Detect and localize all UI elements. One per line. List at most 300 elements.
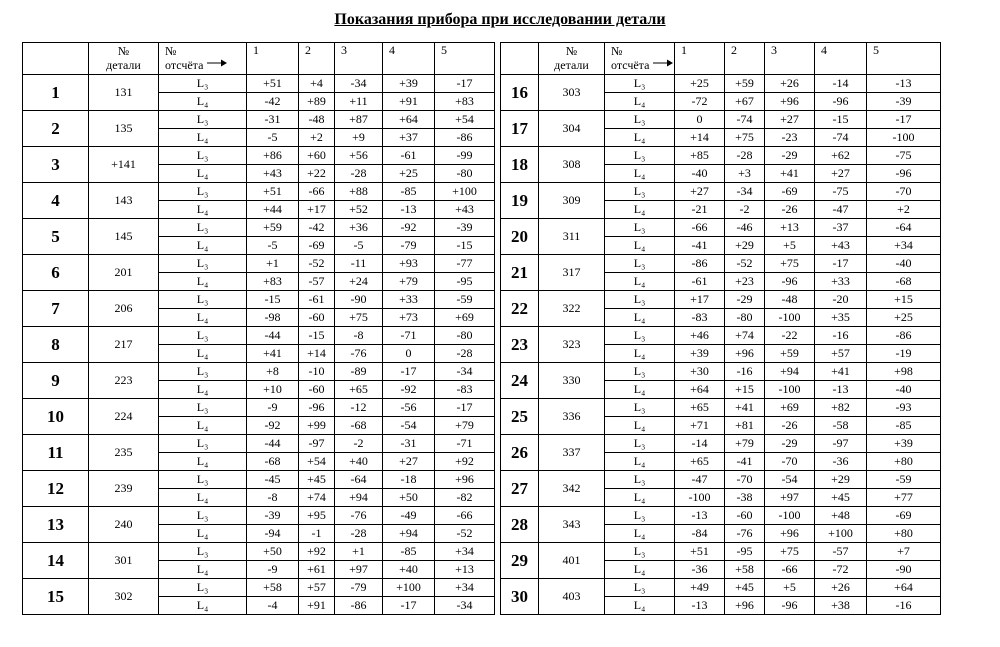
reading-value: -56	[383, 399, 435, 417]
row-number: 22	[501, 291, 539, 327]
reading-value: +43	[247, 165, 299, 183]
reading-value: +40	[335, 453, 383, 471]
reading-value: +87	[335, 111, 383, 129]
reading-label-l4: L₄	[159, 273, 247, 291]
header-blank-cell	[501, 43, 539, 75]
part-number: 131	[89, 75, 159, 111]
header-reading-number-symbol: №	[165, 44, 177, 58]
reading-value: -5	[247, 237, 299, 255]
arrow-right-icon	[207, 57, 227, 69]
reading-value: -49	[383, 507, 435, 525]
reading-value: -60	[299, 309, 335, 327]
reading-value: +100	[815, 525, 867, 543]
reading-value: +49	[675, 579, 725, 597]
reading-value: +64	[867, 579, 941, 597]
reading-value: -86	[435, 129, 495, 147]
reading-value: -31	[383, 435, 435, 453]
reading-value: -16	[725, 363, 765, 381]
reading-value: +17	[675, 291, 725, 309]
row-number: 21	[501, 255, 539, 291]
reading-value: +1	[335, 543, 383, 561]
part-number: 304	[539, 111, 605, 147]
reading-value: -28	[335, 165, 383, 183]
reading-value: +71	[675, 417, 725, 435]
reading-value: +82	[815, 399, 867, 417]
reading-label-l4: L₄	[159, 417, 247, 435]
table-row	[501, 327, 941, 345]
reading-label-l4: L₄	[605, 561, 675, 579]
reading-value: -85	[383, 543, 435, 561]
reading-value: +15	[725, 381, 765, 399]
reading-value: +100	[383, 579, 435, 597]
reading-value: -4	[247, 597, 299, 615]
header-part-number-label: детали	[554, 58, 589, 72]
reading-value: -15	[299, 327, 335, 345]
reading-value: -98	[247, 309, 299, 327]
reading-label-l3: L₃	[605, 147, 675, 165]
reading-value: -92	[383, 381, 435, 399]
row-number: 16	[501, 75, 539, 111]
reading-value: +43	[435, 201, 495, 219]
table-row	[501, 291, 941, 309]
reading-value: -75	[815, 183, 867, 201]
table-row	[501, 363, 941, 381]
reading-value: -29	[765, 435, 815, 453]
reading-value: +81	[725, 417, 765, 435]
reading-value: -13	[383, 201, 435, 219]
reading-value: +25	[867, 309, 941, 327]
reading-value: +96	[725, 597, 765, 615]
reading-value: +80	[867, 525, 941, 543]
reading-value: +89	[299, 93, 335, 111]
reading-value: +36	[335, 219, 383, 237]
reading-value: +17	[299, 201, 335, 219]
reading-value: -66	[765, 561, 815, 579]
reading-value: -34	[335, 75, 383, 93]
reading-value: -52	[299, 255, 335, 273]
reading-value: +57	[815, 345, 867, 363]
reading-value: -18	[383, 471, 435, 489]
reading-label-l3: L₃	[159, 471, 247, 489]
part-number: 143	[89, 183, 159, 219]
reading-value: -17	[435, 75, 495, 93]
reading-value: -14	[815, 75, 867, 93]
reading-value: -47	[815, 201, 867, 219]
part-number: 235	[89, 435, 159, 471]
reading-value: -48	[299, 111, 335, 129]
reading-value: -17	[815, 255, 867, 273]
reading-value: -13	[675, 597, 725, 615]
reading-value: -36	[815, 453, 867, 471]
reading-value: +75	[765, 255, 815, 273]
reading-value: +94	[335, 489, 383, 507]
header-reading-number-label: отсчёта	[165, 58, 204, 72]
header-column-4: 4	[815, 43, 867, 75]
reading-value: -92	[247, 417, 299, 435]
reading-value: -96	[765, 597, 815, 615]
header-part-number	[89, 43, 159, 75]
reading-value: -21	[675, 201, 725, 219]
reading-value: -86	[867, 327, 941, 345]
reading-value: +64	[675, 381, 725, 399]
table-row	[23, 291, 495, 309]
table-row	[501, 255, 941, 273]
reading-value: +96	[725, 345, 765, 363]
header-part-number-symbol: №	[117, 44, 130, 58]
reading-value: -72	[815, 561, 867, 579]
reading-value: -90	[867, 561, 941, 579]
reading-value: +74	[725, 327, 765, 345]
table-row	[23, 327, 495, 345]
reading-label-l3: L₃	[159, 255, 247, 273]
part-number: 322	[539, 291, 605, 327]
reading-label-l4: L₄	[605, 489, 675, 507]
table-row	[501, 111, 941, 129]
reading-label-l3: L₃	[159, 363, 247, 381]
part-number: 301	[89, 543, 159, 579]
reading-value: -31	[247, 111, 299, 129]
part-number: 308	[539, 147, 605, 183]
reading-value: +93	[383, 255, 435, 273]
reading-value: +37	[383, 129, 435, 147]
reading-value: +60	[299, 147, 335, 165]
reading-value: -52	[435, 525, 495, 543]
reading-value: +64	[383, 111, 435, 129]
reading-value: +27	[675, 183, 725, 201]
reading-value: -16	[867, 597, 941, 615]
table-row	[501, 543, 941, 561]
reading-value: -14	[675, 435, 725, 453]
reading-value: +9	[335, 129, 383, 147]
reading-value: -68	[867, 273, 941, 291]
reading-value: -40	[675, 165, 725, 183]
reading-value: -83	[435, 381, 495, 399]
header-row	[501, 43, 941, 75]
table-row	[501, 507, 941, 525]
table-row	[23, 219, 495, 237]
reading-label-l4: L₄	[605, 597, 675, 615]
reading-value: -42	[247, 93, 299, 111]
reading-value: +33	[815, 273, 867, 291]
row-number: 27	[501, 471, 539, 507]
header-column-3: 3	[335, 43, 383, 75]
reading-value: -10	[299, 363, 335, 381]
reading-value: -66	[299, 183, 335, 201]
reading-value: +91	[299, 597, 335, 615]
header-part-number	[539, 43, 605, 75]
header-column-5: 5	[867, 43, 941, 75]
reading-label-l3: L₃	[605, 327, 675, 345]
header-row	[23, 43, 495, 75]
reading-value: -28	[335, 525, 383, 543]
reading-label-l4: L₄	[159, 345, 247, 363]
reading-value: +2	[867, 201, 941, 219]
row-number: 4	[23, 183, 89, 219]
header-column-5: 5	[435, 43, 495, 75]
reading-value: -52	[725, 255, 765, 273]
reading-value: +50	[383, 489, 435, 507]
reading-value: -70	[867, 183, 941, 201]
reading-value: -20	[815, 291, 867, 309]
reading-value: +34	[867, 237, 941, 255]
reading-label-l3: L₃	[159, 183, 247, 201]
reading-value: -39	[247, 507, 299, 525]
table-row	[23, 75, 495, 93]
header-reading-number-label: отсчёта	[611, 58, 650, 72]
row-number: 3	[23, 147, 89, 183]
reading-value: -75	[867, 147, 941, 165]
header-column-2: 2	[725, 43, 765, 75]
reading-value: -61	[299, 291, 335, 309]
reading-value: -72	[675, 93, 725, 111]
reading-value: +65	[675, 453, 725, 471]
reading-value: +24	[335, 273, 383, 291]
reading-value: -2	[725, 201, 765, 219]
reading-value: +39	[675, 345, 725, 363]
reading-value: -68	[247, 453, 299, 471]
reading-value: +54	[435, 111, 495, 129]
reading-value: +26	[815, 579, 867, 597]
table-row	[501, 75, 941, 93]
reading-value: +2	[299, 129, 335, 147]
reading-label-l3: L₃	[605, 579, 675, 597]
reading-value: +94	[765, 363, 815, 381]
table-row	[23, 111, 495, 129]
reading-label-l4: L₄	[605, 345, 675, 363]
reading-value: -54	[765, 471, 815, 489]
reading-value: -90	[335, 291, 383, 309]
reading-value: -59	[867, 471, 941, 489]
row-number: 13	[23, 507, 89, 543]
row-number: 28	[501, 507, 539, 543]
reading-label-l3: L₃	[605, 507, 675, 525]
row-number: 14	[23, 543, 89, 579]
table-row	[23, 579, 495, 597]
row-number: 12	[23, 471, 89, 507]
reading-value: -23	[765, 129, 815, 147]
reading-value: +94	[383, 525, 435, 543]
reading-value: -13	[867, 75, 941, 93]
reading-value: -28	[435, 345, 495, 363]
part-number: 239	[89, 471, 159, 507]
reading-value: -5	[247, 129, 299, 147]
reading-value: +51	[675, 543, 725, 561]
header-part-number-label: детали	[106, 58, 141, 72]
reading-label-l3: L₃	[159, 579, 247, 597]
table-row	[23, 471, 495, 489]
header-column-4: 4	[383, 43, 435, 75]
table-row	[23, 147, 495, 165]
reading-value: +54	[299, 453, 335, 471]
row-number: 10	[23, 399, 89, 435]
reading-value: +4	[299, 75, 335, 93]
reading-value: -29	[765, 147, 815, 165]
reading-value: -96	[867, 165, 941, 183]
row-number: 29	[501, 543, 539, 579]
reading-value: -83	[675, 309, 725, 327]
reading-value: -97	[299, 435, 335, 453]
reading-value: +91	[383, 93, 435, 111]
header-reading-number	[605, 43, 675, 75]
row-number: 9	[23, 363, 89, 399]
reading-value: -12	[335, 399, 383, 417]
reading-value: -64	[335, 471, 383, 489]
reading-label-l4: L₄	[159, 165, 247, 183]
reading-value: +27	[383, 453, 435, 471]
reading-value: -8	[247, 489, 299, 507]
row-number: 2	[23, 111, 89, 147]
reading-label-l3: L₃	[159, 327, 247, 345]
reading-value: -96	[765, 273, 815, 291]
reading-value: -5	[335, 237, 383, 255]
reading-value: +92	[435, 453, 495, 471]
header-column-2: 2	[299, 43, 335, 75]
reading-value: -99	[435, 147, 495, 165]
table-row	[23, 399, 495, 417]
reading-value: +56	[335, 147, 383, 165]
reading-value: +61	[299, 561, 335, 579]
reading-value: -85	[383, 183, 435, 201]
reading-value: +80	[867, 453, 941, 471]
reading-label-l3: L₃	[605, 75, 675, 93]
row-number: 19	[501, 183, 539, 219]
reading-value: -47	[675, 471, 725, 489]
reading-value: -11	[335, 255, 383, 273]
reading-value: +75	[765, 543, 815, 561]
reading-label-l3: L₃	[159, 543, 247, 561]
reading-label-l4: L₄	[605, 237, 675, 255]
part-number: 309	[539, 183, 605, 219]
reading-value: -86	[335, 597, 383, 615]
table-row	[23, 507, 495, 525]
reading-value: +44	[247, 201, 299, 219]
reading-value: +83	[435, 93, 495, 111]
reading-value: -58	[815, 417, 867, 435]
part-number: 145	[89, 219, 159, 255]
reading-value: +14	[675, 129, 725, 147]
reading-value: +33	[383, 291, 435, 309]
reading-label-l3: L₃	[605, 111, 675, 129]
reading-value: -95	[725, 543, 765, 561]
reading-value: -38	[725, 489, 765, 507]
reading-value: -66	[435, 507, 495, 525]
reading-value: +27	[765, 111, 815, 129]
reading-label-l3: L₃	[605, 183, 675, 201]
reading-label-l3: L₃	[605, 291, 675, 309]
reading-value: +85	[675, 147, 725, 165]
reading-label-l4: L₄	[159, 381, 247, 399]
reading-value: +39	[867, 435, 941, 453]
row-number: 20	[501, 219, 539, 255]
reading-value: +96	[765, 525, 815, 543]
table-row	[501, 147, 941, 165]
reading-label-l4: L₄	[159, 93, 247, 111]
reading-value: -94	[247, 525, 299, 543]
reading-value: -17	[383, 597, 435, 615]
reading-label-l4: L₄	[605, 201, 675, 219]
reading-label-l4: L₄	[159, 309, 247, 327]
row-number: 1	[23, 75, 89, 111]
reading-value: +45	[299, 471, 335, 489]
table-row	[501, 471, 941, 489]
reading-value: -19	[867, 345, 941, 363]
reading-value: -71	[435, 435, 495, 453]
reading-value: +96	[435, 471, 495, 489]
reading-value: -89	[335, 363, 383, 381]
reading-label-l4: L₄	[159, 129, 247, 147]
part-number: 330	[539, 363, 605, 399]
reading-label-l3: L₃	[605, 435, 675, 453]
row-number: 25	[501, 399, 539, 435]
reading-value: -42	[299, 219, 335, 237]
reading-label-l4: L₄	[605, 273, 675, 291]
reading-value: -79	[335, 579, 383, 597]
reading-value: -36	[675, 561, 725, 579]
reading-value: +41	[725, 399, 765, 417]
reading-value: -69	[299, 237, 335, 255]
reading-label-l4: L₄	[605, 129, 675, 147]
reading-value: +58	[725, 561, 765, 579]
reading-value: +65	[335, 381, 383, 399]
reading-value: +22	[299, 165, 335, 183]
table-row	[501, 183, 941, 201]
reading-value: +5	[765, 579, 815, 597]
row-number: 26	[501, 435, 539, 471]
reading-value: +40	[383, 561, 435, 579]
reading-value: -16	[815, 327, 867, 345]
reading-value: -34	[725, 183, 765, 201]
reading-value: -76	[725, 525, 765, 543]
reading-value: +10	[247, 381, 299, 399]
reading-label-l3: L₃	[605, 219, 675, 237]
reading-value: +67	[725, 93, 765, 111]
reading-value: -66	[675, 219, 725, 237]
reading-label-l4: L₄	[159, 489, 247, 507]
header-reading-number-symbol: №	[611, 44, 623, 58]
reading-value: +41	[247, 345, 299, 363]
reading-value: -15	[815, 111, 867, 129]
reading-value: -28	[725, 147, 765, 165]
reading-value: +88	[335, 183, 383, 201]
reading-value: +59	[725, 75, 765, 93]
reading-value: -82	[435, 489, 495, 507]
reading-value: +97	[765, 489, 815, 507]
reading-value: -57	[815, 543, 867, 561]
reading-value: +29	[725, 237, 765, 255]
reading-value: +59	[765, 345, 815, 363]
reading-value: -76	[335, 345, 383, 363]
reading-label-l4: L₄	[605, 525, 675, 543]
part-number: 224	[89, 399, 159, 435]
reading-value: +5	[765, 237, 815, 255]
reading-value: +79	[435, 417, 495, 435]
reading-value: -95	[435, 273, 495, 291]
part-number: 302	[89, 579, 159, 615]
reading-value: -74	[815, 129, 867, 147]
reading-value: +97	[335, 561, 383, 579]
reading-value: -40	[867, 255, 941, 273]
reading-value: -39	[435, 219, 495, 237]
reading-value: +96	[765, 93, 815, 111]
reading-value: -77	[435, 255, 495, 273]
row-number: 18	[501, 147, 539, 183]
reading-value: +23	[725, 273, 765, 291]
reading-value: +3	[725, 165, 765, 183]
reading-value: -61	[675, 273, 725, 291]
reading-value: -54	[383, 417, 435, 435]
reading-value: +57	[299, 579, 335, 597]
reading-value: -86	[675, 255, 725, 273]
